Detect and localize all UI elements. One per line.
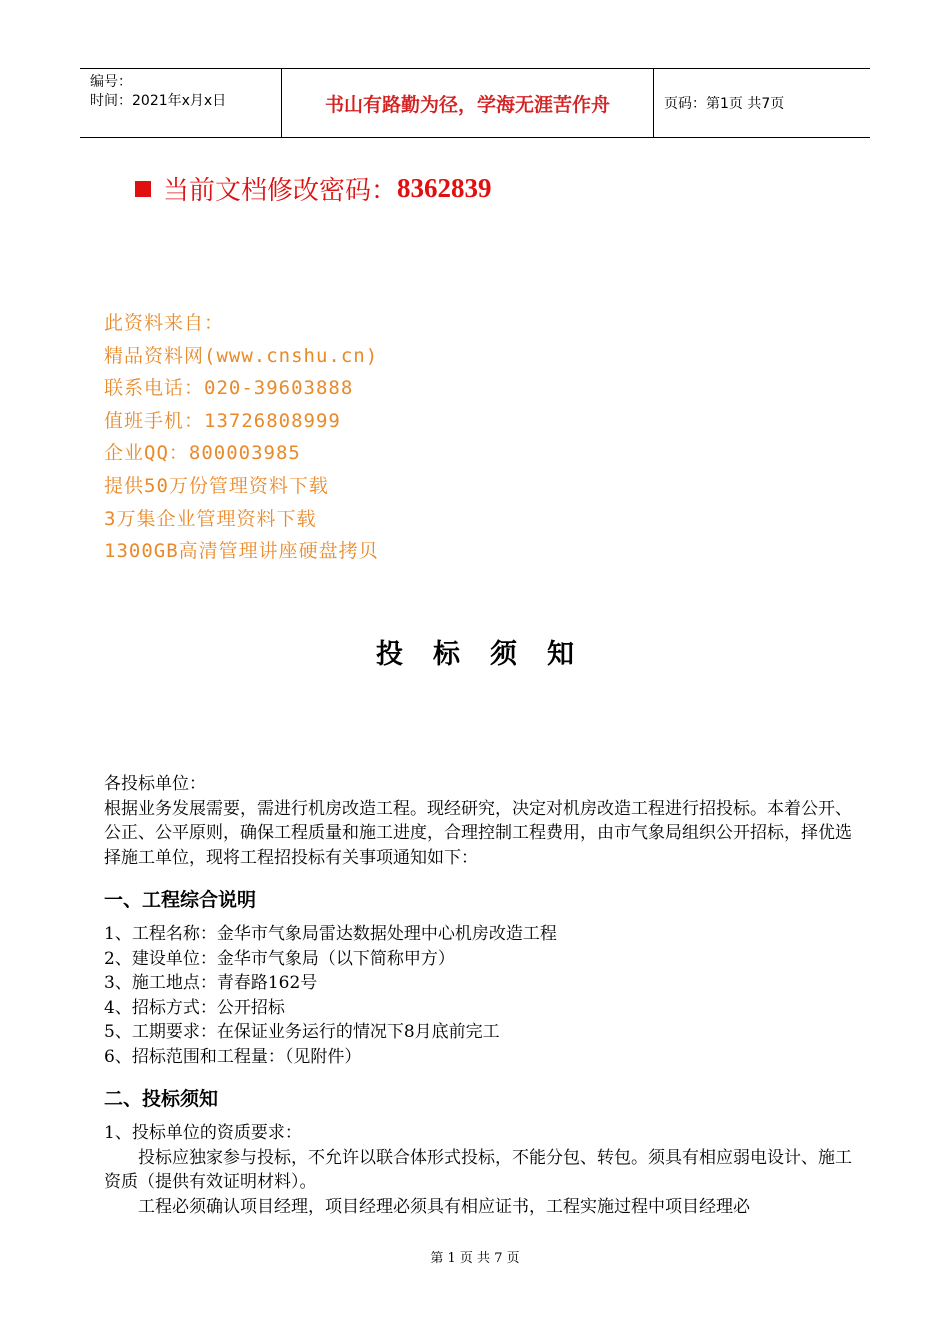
page-footer: 第 1 页 共 7 页 (430, 1251, 520, 1266)
document-title: 投标须知 (376, 639, 604, 670)
promo-line: 联系电话：020-39603888 (104, 377, 354, 400)
password-code: 8362839 (397, 173, 492, 203)
list-item: 4、招标方式：公开招标 (104, 997, 285, 1018)
intro-paragraph: 根据业务发展需要，需进行机房改造工程。现经研究，决定对机房改造工程进行招投标。本着公开、公正、公平原则，确保工程质量和施工进度，合理控制工程费用，由市气象局组织公开招标，择优选择施工单位，现将工程招投标有关事项通知如下： (104, 798, 852, 868)
page-header (80, 68, 870, 138)
time-label: 时间：2021年x月x日 (90, 93, 227, 109)
promo-line: 此资料来自： (104, 312, 225, 334)
password-notice (135, 170, 492, 207)
promo-line: 精品资料网(www.cnshu.cn) (104, 344, 379, 367)
paragraph: 投标应独家参与投标，不允许以联合体形式投标，不能分包、转包。须具有相应弱电设计、施工资质（提供有效证明材料）。 (104, 1147, 852, 1193)
promo-line: 企业QQ：800003985 (104, 442, 301, 465)
section-heading: 一、工程综合说明 (104, 889, 257, 911)
header-page-info: 页码：第1页 共7页 (664, 96, 785, 112)
header-meta (80, 69, 282, 137)
promo-block (104, 307, 379, 568)
intro-block (104, 772, 860, 870)
list-item: 3、施工地点：青春路162号 (104, 973, 318, 994)
sub-heading: 1、投标单位的资质要求： (104, 1123, 302, 1143)
number-label: 编号： (90, 74, 132, 90)
paragraph: 工程必须确认项目经理，项目经理必须具有相应证书，工程实施过程中项目经理必 (138, 1196, 750, 1217)
header-motto: 书山有路勤为径，学海无涯苦作舟 (282, 69, 654, 137)
promo-line: 值班手机：13726808999 (104, 409, 341, 432)
promo-line: 3万集企业管理资料下载 (104, 507, 317, 530)
list-item: 5、工期要求：在保证业务运行的情况下8月底前完工 (104, 1022, 500, 1043)
project-info-list (104, 922, 557, 1070)
bidding-requirements (104, 1121, 860, 1219)
promo-line: 1300GB高清管理讲座硬盘拷贝 (104, 540, 379, 563)
salutation: 各投标单位： (104, 774, 206, 794)
section-heading: 二、投标须知 (104, 1088, 219, 1110)
list-item: 2、建设单位：金华市气象局（以下简称甲方） (104, 948, 455, 969)
square-bullet-icon (135, 181, 151, 197)
password-label: 当前文档修改密码： (163, 176, 398, 206)
list-item: 6、招标范围和工程量：（见附件） (104, 1046, 362, 1067)
promo-line: 提供50万份管理资料下载 (104, 474, 329, 497)
list-item: 1、工程名称：金华市气象局雷达数据处理中心机房改造工程 (104, 924, 557, 944)
